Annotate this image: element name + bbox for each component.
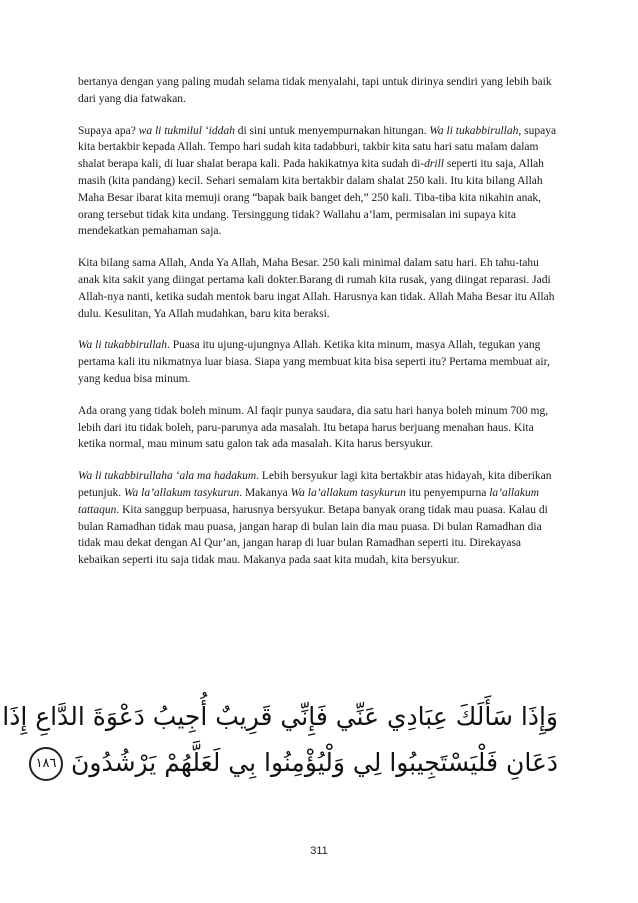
verse-line-2 [35, 740, 558, 786]
italic-term: Wa li tukabbirullah [429, 124, 519, 137]
italic-term: drill [424, 158, 444, 171]
text-run: . Puasa itu ujung-ujungnya Allah. Ketika kita minum, masya Allah, tegukan yang pertama kali itu nikmatnya luar biasa. Siapa yang membuat kita bisa seperti itu? Pertama membuat air, yang kedua bisa minum. [78, 339, 550, 385]
page-number: 311 [310, 845, 328, 857]
text-run: Supaya apa? [78, 124, 139, 137]
verse-line-1: وَإِذَا سَأَلَكَ عِبَادِي عَنِّي فَإِنِّي قَرِيبٌ أُجِيبُ دَعْوَةَ الدَّاعِ إِذَا [2, 702, 558, 731]
text-run: di sini untuk menyempurnakan hitungan. [234, 124, 430, 137]
italic-term: wa li tukmilul ‘iddah [138, 124, 235, 137]
italic-term: Wa li tukabbirullaha ‘ala ma hadakum [78, 470, 257, 483]
italic-term: Wa li tukabbirullah [78, 339, 168, 352]
paragraph [78, 403, 562, 453]
text-run: bertanya dengan yang paling mudah selama tidak menyalahi, tapi untuk dirinya sendiri yang lebih baik dari yang dia fatwakan. [78, 76, 552, 105]
text-run: Kita bilang sama Allah, Anda Ya Allah, Maha Besar. 250 kali minimal dalam satu hari. Eh tahu-tahu anak kita sakit yang diingat pertama kali dokter.Barang di rumah kita rusak, yang diingat reparasi. Jadi Allah-nya nanti, ketika sudah mentok baru ingat Allah. Harusnya kan tidak. Allah Maha Besar itu Allah dulu. Kesulitan, Ya Allah mudahkan, baru kita beraksi. [78, 257, 555, 320]
text-run: . Kita sanggup berpuasa, harusnya bersyukur. Betapa banyak orang tidak mau puasa. Kalau di bulan Ramadhan tidak mau puasa, jangan harap di bulan lain dia mau puasa. Di bulan Ramadhan dia tidak mau dekat dengan Al Qur’an, jangan harap di luar bulan Ramadhan seperti itu. Direkayasa kebaikan seperti itu saja tidak mau. Makanya pada saat kita mudah, kita bersyukur. [78, 503, 548, 567]
text-run: seperti itu saja, Allah masih (kita pandang) kecil. Sehari semalam kita bertakbir dalam shalat 250 kali. Itu kita bilang Allah Maha Besar ibarat kita memuji orang “bapak baik banget deh,” 250 kali. Tiba-tiba kita nikahin anak, orang tersebut tidak kita undang. Tersinggung tidak? Wallahu a’lam, permisalan ini supaya kita mendekatkan pemahaman saja. [78, 158, 544, 238]
quran-verse [2, 694, 558, 786]
text-run: . Makanya [239, 486, 291, 499]
text-run: . Lebih bersyukur lagi kita bertakbir atas hidayah, kita diberikan petunjuk. [78, 470, 552, 499]
italic-term: Wa la’allakum tasykurun [124, 486, 240, 499]
italic-term: Wa la’allakum tasykurun [290, 486, 406, 499]
body-text [78, 74, 562, 584]
verse-line-2-text: دَعَانِ فَلْيَسْتَجِيبُوا لِي وَلْيُؤْمِنُوا بِي لَعَلَّهُمْ يَرْشُدُونَ [71, 748, 558, 777]
ayah-number-mark: ١٨٦ [29, 747, 63, 781]
text-run: Ada orang yang tidak boleh minum. Al faqir punya saudara, dia satu hari hanya boleh minum 700 mg, lebih dari itu tidak boleh, paru-parunya ada masalah. Itu betapa harus berjuang menahan haus. Kita ketika normal, mau minum satu galon tak ada masalah. Kita harus bersyukur. [78, 404, 549, 451]
text-run: itu penyempurna [405, 486, 490, 499]
paragraph [78, 337, 562, 387]
italic-term: la’allakum tattaqun [78, 486, 540, 516]
paragraph [78, 74, 562, 108]
paragraph [78, 468, 562, 569]
paragraph [78, 255, 562, 322]
paragraph [78, 123, 562, 241]
text-run: , supaya kita bertakbir kepada Allah. Tempo hari sudah kita tadabburi, takbir kita satu hari satu malam dalam shalat berapa kali, di luar shalat berapa kali. Pada hakikatnya kita sudah di- [78, 124, 557, 171]
